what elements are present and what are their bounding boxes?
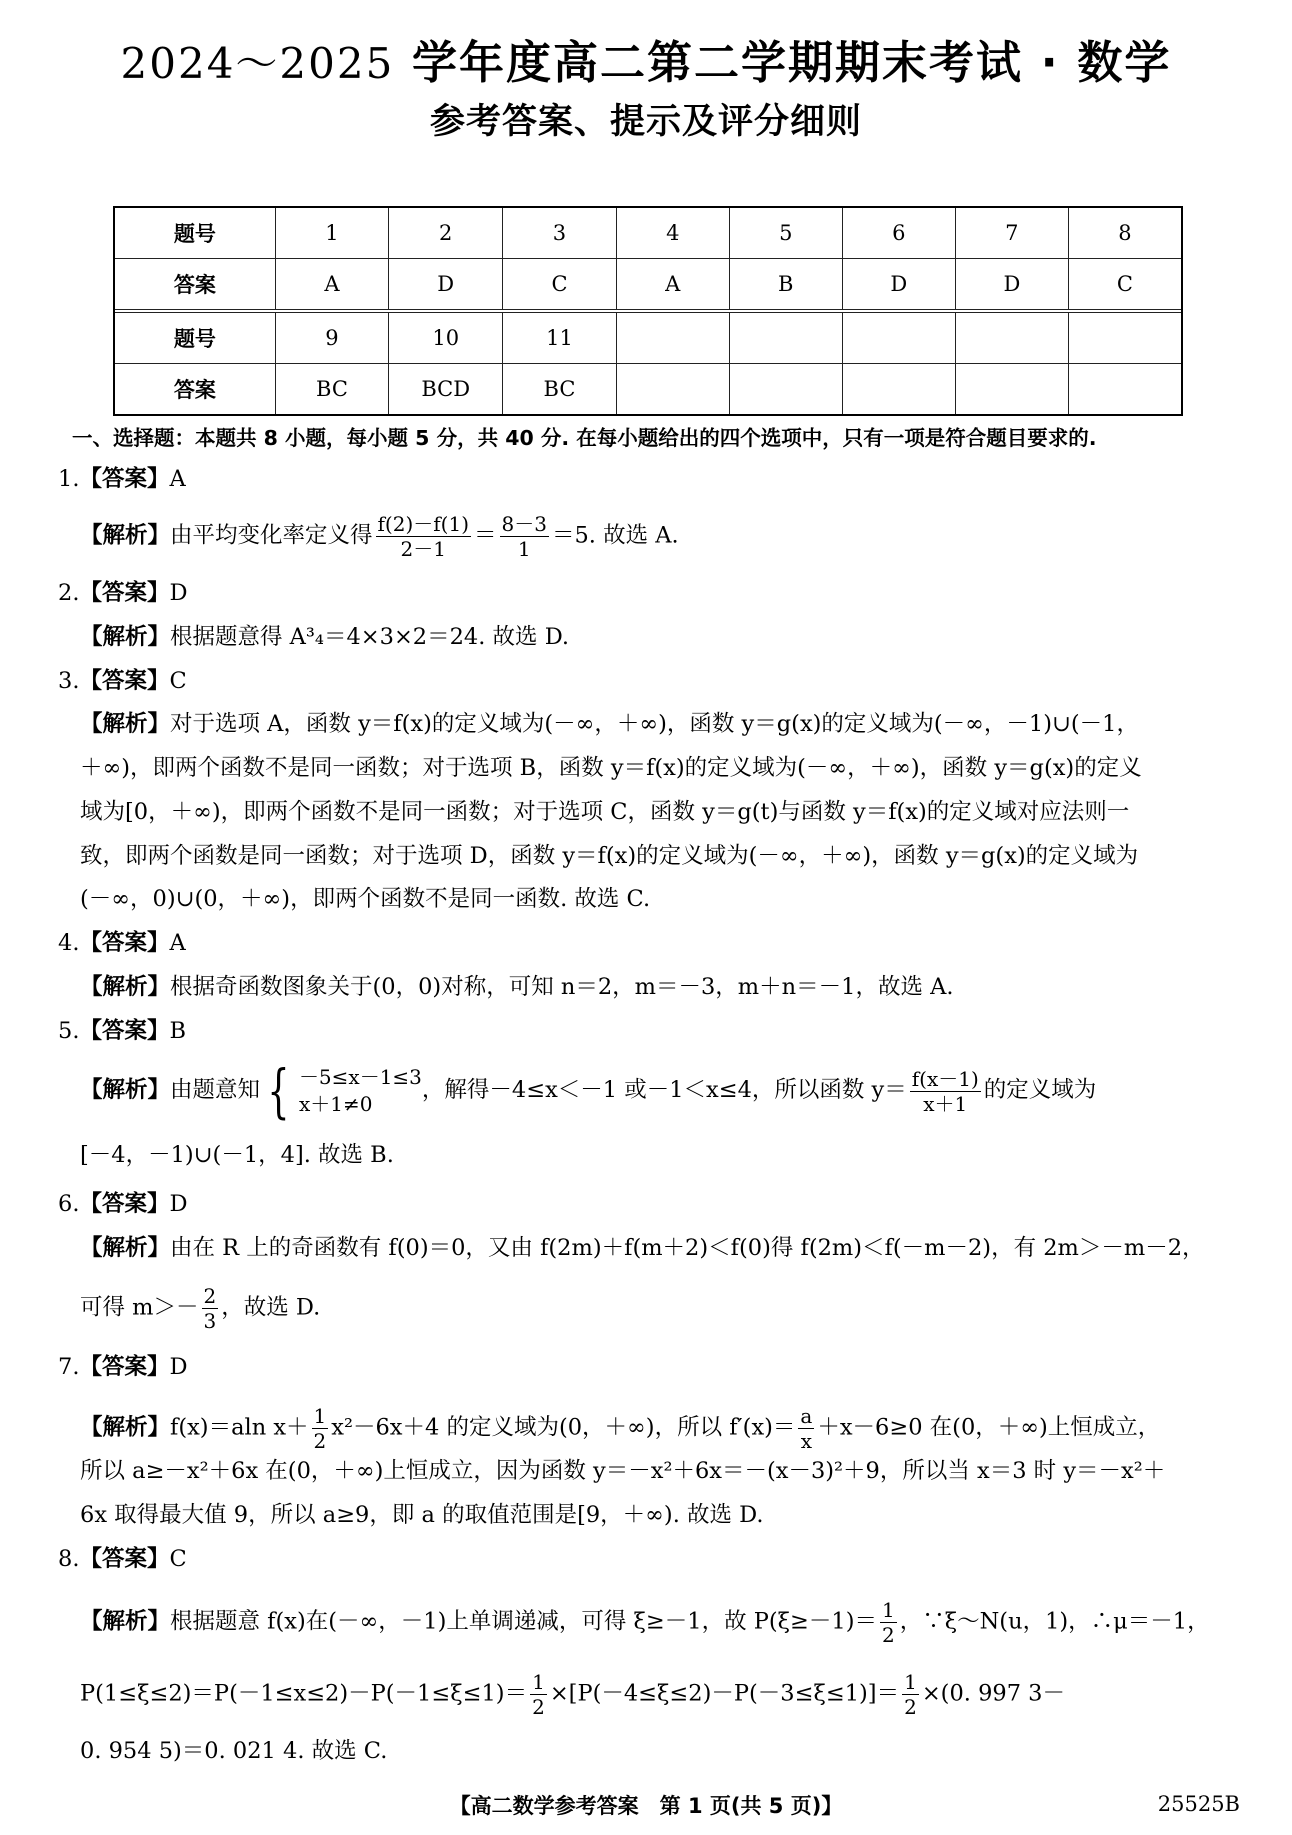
table-cell: 11 bbox=[503, 313, 617, 364]
answer-line-6: 6.【答案】D bbox=[58, 1191, 188, 1217]
table-cell: 1 bbox=[275, 207, 389, 259]
answer-line-4: 4.【答案】A bbox=[58, 930, 186, 956]
table-row bbox=[114, 259, 1182, 310]
fraction: $\frac{1}{2}$ bbox=[532, 1670, 545, 1719]
analysis-5-line-2: [－4，－1)∪(－1，4]. 故选 B. bbox=[80, 1142, 394, 1168]
table-cell bbox=[842, 364, 955, 416]
analysis-6-line-2: 可得 m＞－ $\frac{2}{3}$ ，故选 D. bbox=[80, 1284, 321, 1333]
doc-code: 25525B bbox=[1157, 1792, 1240, 1816]
table-cell bbox=[729, 364, 842, 416]
answer-line-3: 3.【答案】C bbox=[58, 668, 187, 694]
section-heading: 一、选择题：本题共 8 小题，每小题 5 分，共 40 分. 在每小题给出的四个选项中，只有一项是符合题目要求的. bbox=[72, 426, 1097, 450]
table-cell bbox=[729, 313, 842, 364]
table-cell: 3 bbox=[503, 207, 617, 259]
analysis-8-line-1: 【解析】根据题意 f(x)在(－∞，－1)上单调递减，可得 ξ≥－1，故 P(ξ≥－1)＝ $\frac{1}{2}$ ，∵ξ～N(u，1)，∴μ＝－1， bbox=[80, 1598, 1210, 1647]
answer-line-7: 7.【答案】D bbox=[58, 1354, 188, 1380]
fraction: $\frac{f(x-1)}{x+1}$ bbox=[911, 1066, 979, 1116]
analysis-3-line-2: ＋∞)，即两个函数不是同一函数；对于选项 B，函数 y＝f(x)的定义域为(－∞，＋∞)，函数 y＝g(x)的定义 bbox=[80, 755, 1142, 781]
analysis-4: 【解析】根据奇函数图象关于(0，0)对称，可知 n＝2，m＝－3，m＋n＝－1，故选 A. bbox=[80, 974, 954, 1000]
analysis-6-line-1: 【解析】由在 R 上的奇函数有 f(0)＝0，又由 f(2m)＋f(m＋2)＜f(0)得 f(2m)＜f(－m－2)，有 2m＞－m－2， bbox=[80, 1235, 1205, 1261]
table-cell: D bbox=[955, 259, 1068, 310]
row-label: 答案 bbox=[114, 259, 275, 310]
analysis-5-line-1: 【解析】由题意知 { －5≤x－1≤3 x＋1≠0 ，解得－4≤x＜－1 或－1＜x≤4，所以函数 y＝ $\frac{f(x-1)}{x+1}$ 的定义域为 bbox=[80, 1057, 1097, 1125]
table-cell: C bbox=[503, 259, 617, 310]
analysis-7-line-2: 所以 a≥－x²＋6x 在(0，＋∞)上恒成立，因为函数 y＝－x²＋6x＝－(x－3)²＋9，所以当 x＝3 时 y＝－x²＋ bbox=[80, 1458, 1166, 1484]
fraction: $\frac{2}{3}$ bbox=[203, 1284, 217, 1333]
case-brace: { －5≤x－1≤3 x＋1≠0 bbox=[267, 1057, 422, 1125]
fraction: $\frac{1}{2}$ bbox=[904, 1670, 917, 1719]
table-cell bbox=[1068, 364, 1182, 416]
analysis-8-line-2: P(1≤ξ≤2)＝P(－1≤x≤2)－P(－1≤ξ≤1)＝ $\frac{1}{2}$ ×[P(－4≤ξ≤2)－P(－3≤ξ≤1)]＝ $\frac{1}{2}$ ×(0. 997 3－ bbox=[80, 1670, 1065, 1719]
analysis-3-line-1: 【解析】对于选项 A，函数 y＝f(x)的定义域为(－∞，＋∞)，函数 y＝g(x)的定义域为(－∞，－1)∪(－1， bbox=[80, 711, 1139, 737]
row-label: 题号 bbox=[114, 313, 275, 364]
answer-line-8: 8.【答案】C bbox=[58, 1546, 187, 1572]
table-row bbox=[114, 207, 1182, 259]
table-cell: D bbox=[389, 259, 503, 310]
page-subtitle: 参考答案、提示及评分细则 bbox=[429, 102, 862, 142]
analysis-3-line-4: 致，即两个函数是同一函数；对于选项 D，函数 y＝f(x)的定义域为(－∞，＋∞)，函数 y＝g(x)的定义域为 bbox=[80, 843, 1139, 869]
title-year: 2024～2025 bbox=[120, 39, 395, 88]
table-cell: 2 bbox=[389, 207, 503, 259]
answer-table bbox=[113, 206, 1183, 416]
analysis-8-line-3: 0. 954 5)＝0. 021 4. 故选 C. bbox=[80, 1738, 388, 1764]
table-cell: 9 bbox=[275, 313, 389, 364]
title-text: 学年度高二第二学期期末考试 · 数学 bbox=[412, 36, 1172, 89]
fraction: $\frac{1}{2}$ bbox=[881, 1598, 895, 1647]
analysis-3-line-3: 域为[0，＋∞)，即两个函数不是同一函数；对于选项 C，函数 y＝g(t)与函数 y＝f(x)的定义域对应法则一 bbox=[80, 799, 1130, 825]
table-cell bbox=[1068, 313, 1182, 364]
table-cell bbox=[955, 364, 1068, 416]
fraction: $\frac{f(2)-f(1)}{2-1}$ bbox=[377, 512, 469, 561]
table-cell bbox=[955, 313, 1068, 364]
fraction: $\frac{a}{x}$ bbox=[800, 1404, 813, 1453]
table-cell: BCD bbox=[389, 364, 503, 416]
row-label: 题号 bbox=[114, 207, 275, 259]
table-cell: A bbox=[616, 259, 729, 310]
table-cell bbox=[616, 313, 729, 364]
table-cell: 5 bbox=[729, 207, 842, 259]
fraction: $\frac{8-3}{1}$ bbox=[501, 512, 547, 561]
fraction: $\frac{1}{2}$ bbox=[313, 1404, 327, 1453]
table-cell: BC bbox=[275, 364, 389, 416]
table-cell: BC bbox=[503, 364, 617, 416]
table-cell: A bbox=[275, 259, 389, 310]
table-cell bbox=[616, 364, 729, 416]
analysis-7-line-3: 6x 取得最大值 9，所以 a≥9，即 a 的取值范围是[9，＋∞). 故选 D. bbox=[80, 1502, 764, 1528]
answer-line-1: 1.【答案】A bbox=[58, 466, 186, 492]
table-cell: C bbox=[1068, 259, 1182, 310]
table-row bbox=[114, 364, 1182, 416]
table-cell bbox=[842, 313, 955, 364]
analysis-7-line-1: 【解析】f(x)＝aln x＋ $\frac{1}{2}$ x²－6x＋4 的定义域为(0，＋∞)，所以 f′(x)＝ $\frac{a}{x}$ ＋x－6≥0 在(0，＋∞)上恒成立， bbox=[80, 1404, 1161, 1453]
table-cell: 7 bbox=[955, 207, 1068, 259]
row-label: 答案 bbox=[114, 364, 275, 416]
table-cell: 8 bbox=[1068, 207, 1182, 259]
analysis-2: 【解析】根据题意得 A³₄＝4×3×2＝24. 故选 D. bbox=[80, 624, 570, 650]
page-title bbox=[0, 26, 1292, 91]
table-row bbox=[114, 313, 1182, 364]
table-cell: 4 bbox=[616, 207, 729, 259]
table-cell: D bbox=[842, 259, 955, 310]
table-cell: B bbox=[729, 259, 842, 310]
answer-line-5: 5.【答案】B bbox=[58, 1018, 187, 1044]
analysis-1: 【解析】由平均变化率定义得 $\frac{f(2)-f(1)}{2-1}$ ＝ $\frac{8-3}{1}$ ＝5. 故选 A. bbox=[80, 512, 679, 561]
page-footer: 【高二数学参考答案 第 1 页(共 5 页)】 bbox=[449, 1794, 843, 1818]
table-cell: 10 bbox=[389, 313, 503, 364]
analysis-3-line-5: (－∞，0)∪(0，＋∞)，即两个函数不是同一函数. 故选 C. bbox=[80, 886, 651, 912]
table-cell: 6 bbox=[842, 207, 955, 259]
answer-line-2: 2.【答案】D bbox=[58, 580, 188, 606]
